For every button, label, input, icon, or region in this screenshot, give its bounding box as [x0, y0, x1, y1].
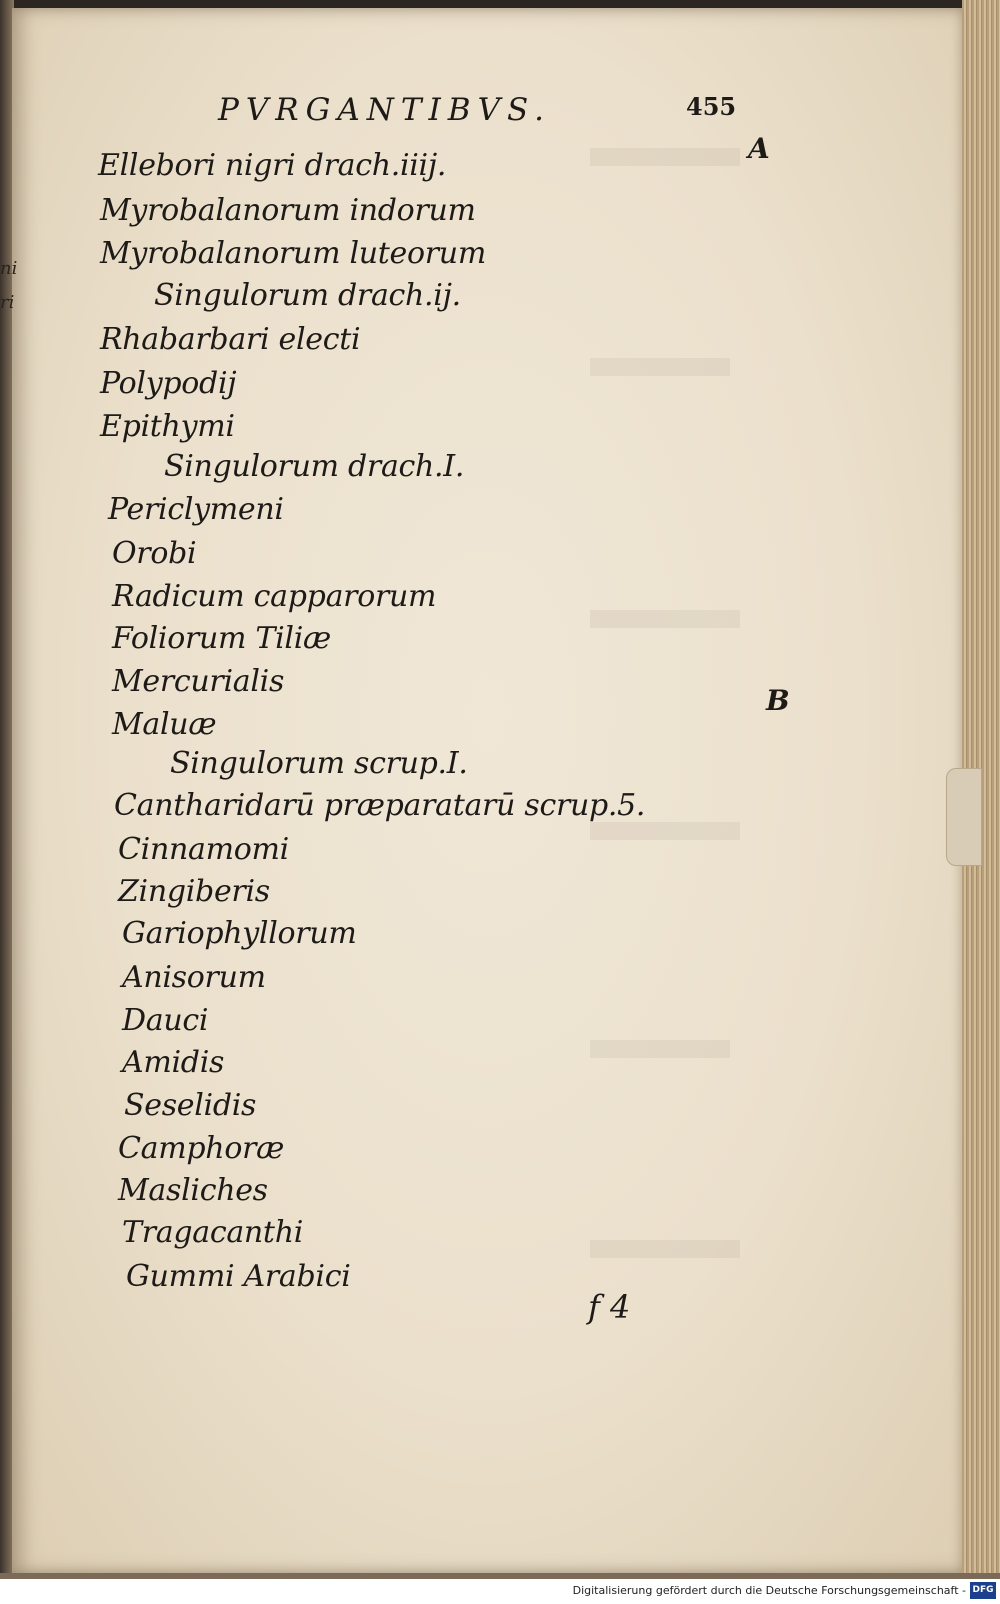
list-item: Masliches — [118, 1173, 268, 1208]
list-item: Camphoræ — [118, 1131, 285, 1166]
page-tab — [946, 768, 982, 866]
list-item: Mercurialis — [112, 664, 285, 699]
margin-letter-b: B — [766, 684, 790, 717]
list-item: Singulorum drach.ij. — [154, 278, 461, 313]
list-item: Anisorum — [122, 960, 266, 995]
list-item: Singulorum drach.I. — [164, 449, 465, 484]
list-item: Gariophyllorum — [122, 916, 357, 951]
list-item: Dauci — [122, 1003, 209, 1038]
list-item: Zingiberis — [118, 874, 270, 909]
list-item: Gummi Arabici — [126, 1259, 351, 1294]
list-item: Tragacanthi — [122, 1215, 304, 1250]
list-item: Orobi — [112, 536, 197, 571]
margin-letter-a: A — [748, 132, 770, 165]
signature-mark: f 4 — [588, 1288, 631, 1326]
edge-fragment: ri — [0, 292, 15, 313]
list-item: Amidis — [122, 1045, 225, 1080]
edge-fragment: ni — [0, 258, 18, 279]
list-item: Polypodij — [100, 366, 237, 401]
list-item: Cinnamomi — [118, 832, 289, 867]
list-item: Foliorum Tiliæ — [112, 621, 331, 656]
list-item: Cantharidarū præparatarū scrup.5. — [114, 788, 646, 823]
list-item: Singulorum scrup.I. — [170, 746, 468, 781]
digitization-credit: Digitalisierung gefördert durch die Deutsche Forschungsgemeinschaft - — [572, 1584, 966, 1597]
list-item: Epithymi — [100, 409, 235, 444]
dfg-logo-icon: DFG — [970, 1582, 996, 1599]
page-number: 455 — [686, 92, 737, 121]
running-title: PVRGANTIBVS. — [218, 92, 551, 128]
list-item: Ellebori nigri drach.iiij. — [98, 148, 447, 183]
list-item: Myrobalanorum indorum — [100, 193, 476, 228]
list-item: Rhabarbari electi — [100, 322, 361, 357]
list-item: Seselidis — [124, 1088, 257, 1123]
list-item: Radicum capparorum — [112, 579, 437, 614]
list-item: Myrobalanorum luteorum — [100, 236, 486, 271]
list-item: Periclymeni — [108, 492, 284, 527]
list-item: Maluæ — [112, 707, 217, 742]
